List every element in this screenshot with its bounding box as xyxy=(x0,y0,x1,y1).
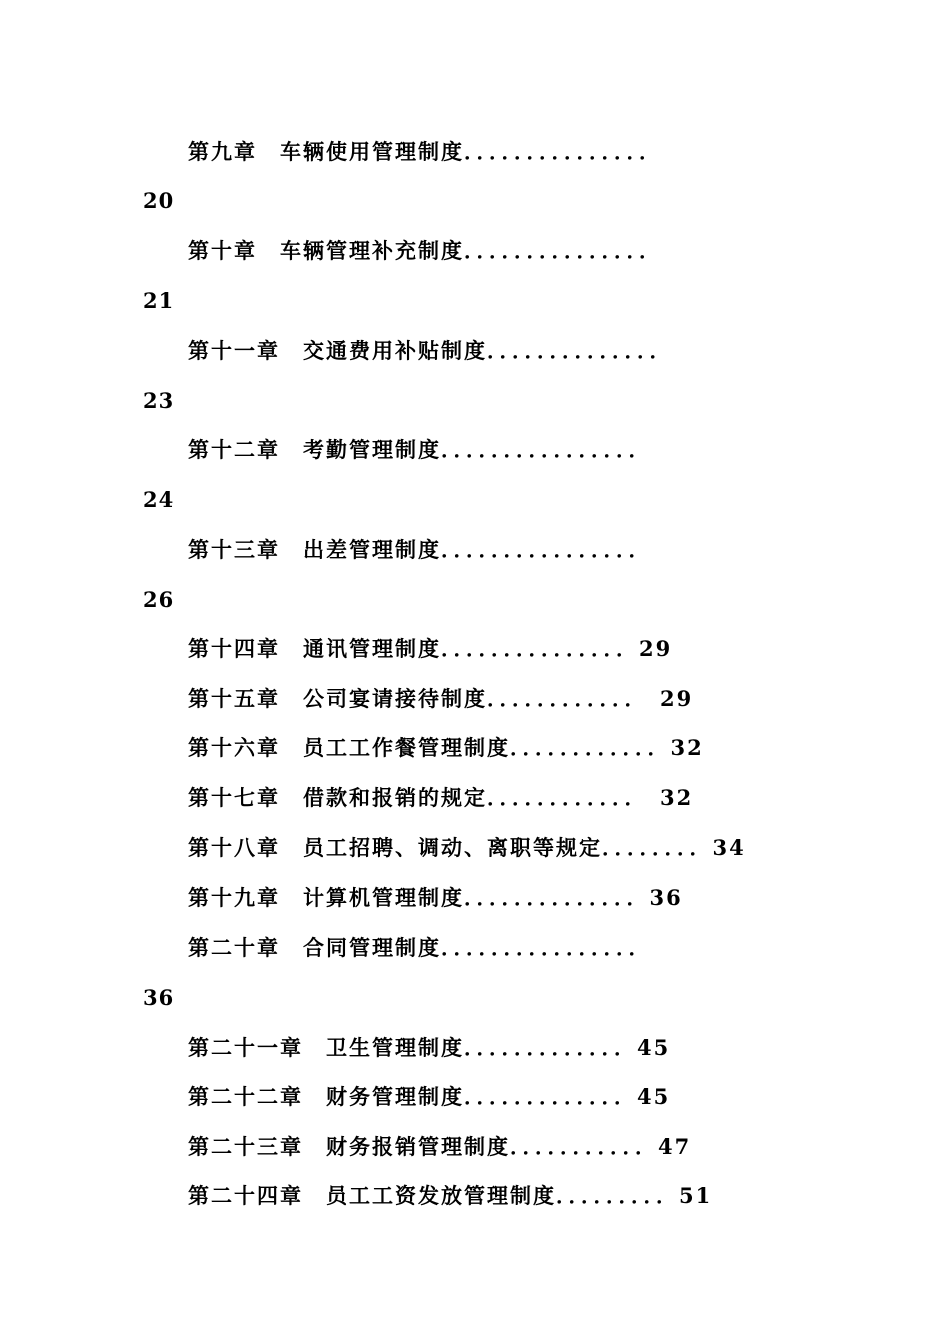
toc-page-number: 20 xyxy=(143,188,175,213)
toc-entry-chapter-10: 第十章 车辆管理补充制度．．．．．．．．．．．．．．． xyxy=(188,238,662,263)
toc-page-number: 21 xyxy=(143,288,175,313)
toc-entry-chapter-13: 第十三章 出差管理制度．．．．．．．．．．．．．．．． xyxy=(188,537,652,562)
toc-entry-chapter-21: 第二十一章 卫生管理制度．．．．．．．．．．．．．45 xyxy=(188,1035,671,1060)
toc-page-number: 36 xyxy=(143,985,175,1010)
toc-page-number: 23 xyxy=(143,388,175,413)
toc-entry-chapter-24: 第二十四章 员工工资发放管理制度．．．．．．．．．51 xyxy=(188,1183,713,1208)
toc-entry-chapter-18: 第十八章 员工招聘、调动、离职等规定．．．．．．．．34 xyxy=(188,835,746,860)
toc-entry-chapter-12: 第十二章 考勤管理制度．．．．．．．．．．．．．．．． xyxy=(188,437,652,462)
toc-entry-chapter-20: 第二十章 合同管理制度．．．．．．．．．．．．．．．． xyxy=(188,935,652,960)
toc-entry-chapter-16: 第十六章 员工工作餐管理制度．．．．．．．．．．．．32 xyxy=(188,735,704,760)
toc-page-number: 24 xyxy=(143,487,175,512)
toc-entry-chapter-19: 第十九章 计算机管理制度．．．．．．．．．．．．．．36 xyxy=(188,885,683,910)
toc-page-number: 26 xyxy=(143,587,175,612)
toc-entry-chapter-11: 第十一章 交通费用补贴制度．．．．．．．．．．．．．． xyxy=(188,338,673,363)
toc-entry-chapter-15: 第十五章 公司宴请接待制度．．．．．．．．．．．． 29 xyxy=(188,686,694,711)
toc-entry-chapter-22: 第二十二章 财务管理制度．．．．．．．．．．．．．45 xyxy=(188,1084,671,1109)
toc-entry-chapter-17: 第十七章 借款和报销的规定．．．．．．．．．．．． 32 xyxy=(188,785,694,810)
toc-entry-chapter-14: 第十四章 通讯管理制度．．．．．．．．．．．．．．．29 xyxy=(188,636,673,661)
toc-entry-chapter-9: 第九章 车辆使用管理制度．．．．．．．．．．．．．．． xyxy=(188,139,662,164)
toc-entry-chapter-23: 第二十三章 财务报销管理制度．．．．．．．．．．．47 xyxy=(188,1134,692,1159)
